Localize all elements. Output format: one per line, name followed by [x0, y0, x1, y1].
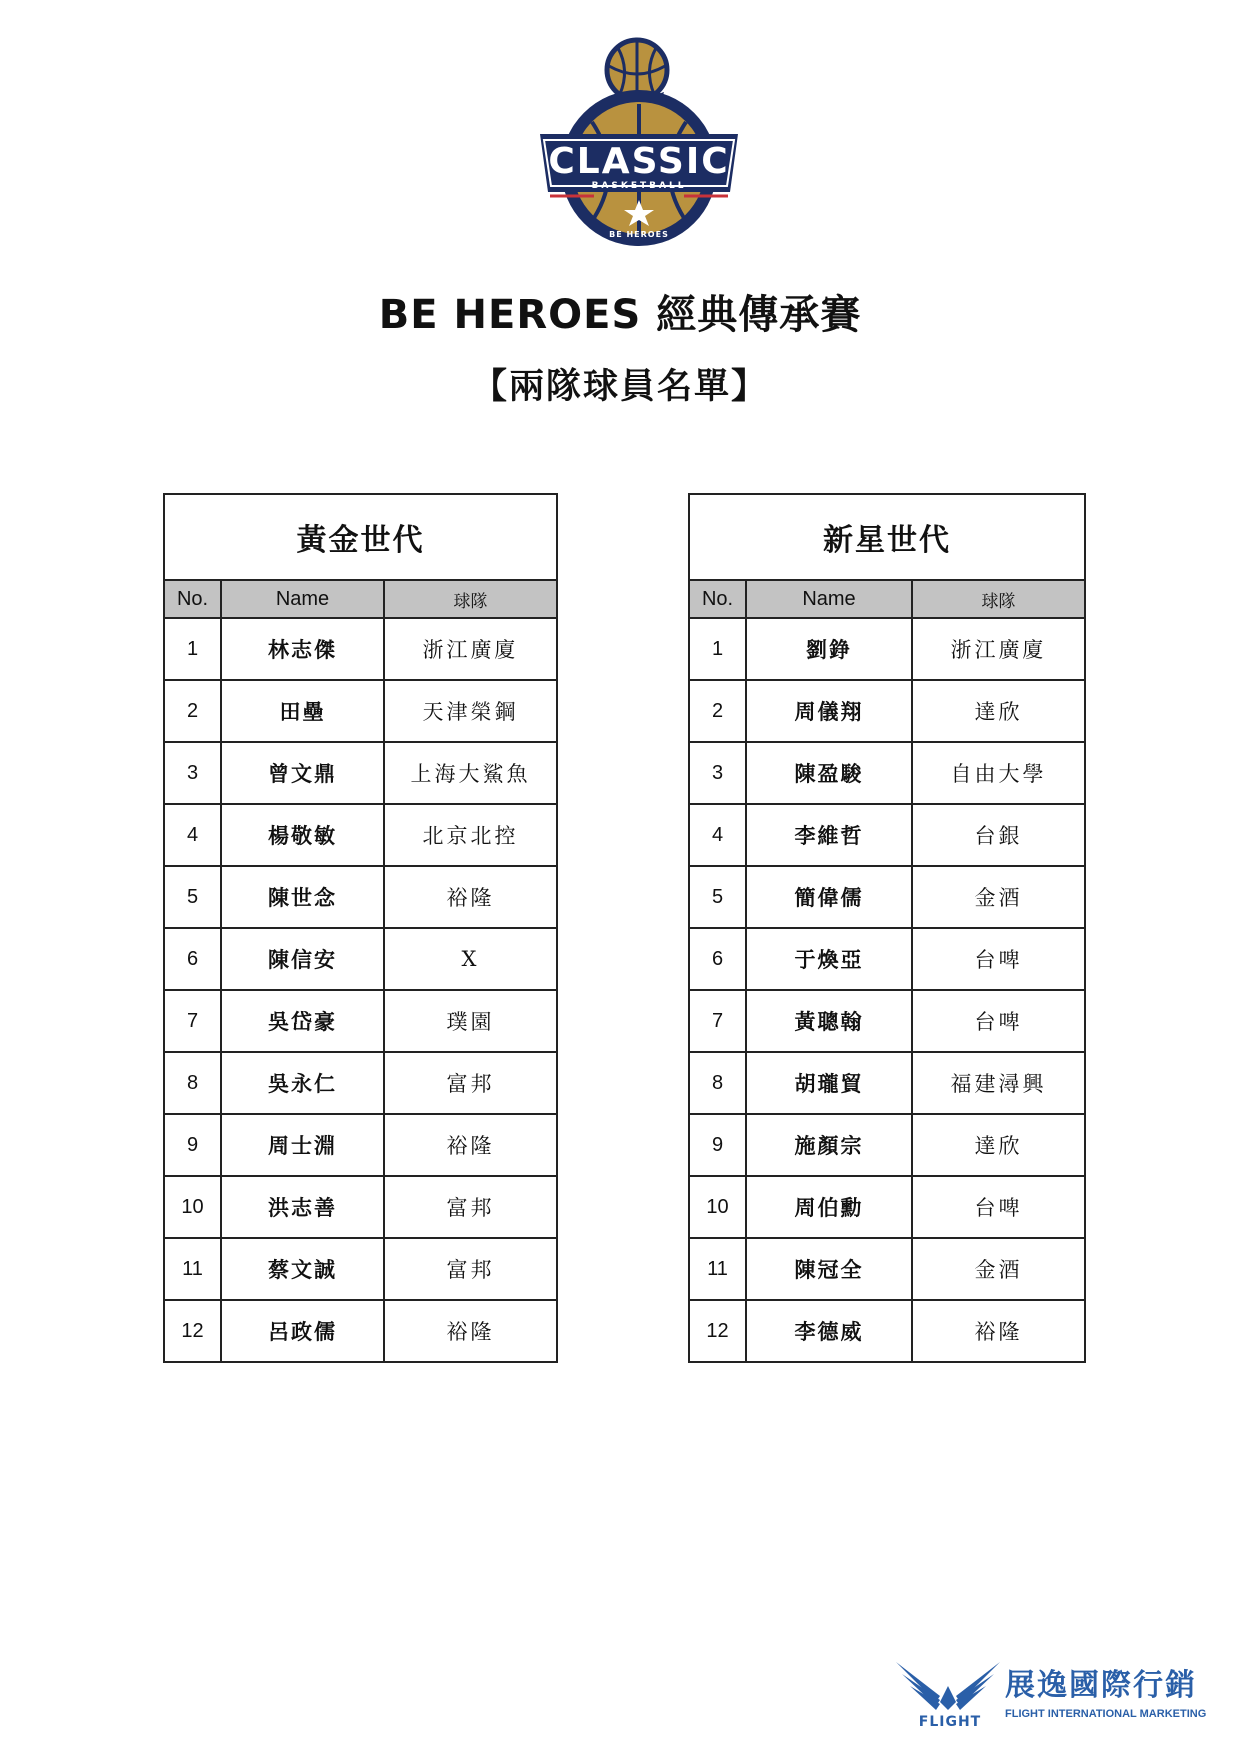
table-row [164, 990, 557, 1052]
player-team: 富邦 [384, 1052, 557, 1114]
player-name: 陳冠全 [746, 1238, 912, 1300]
table-row [164, 1300, 557, 1362]
player-name: 田壘 [221, 680, 384, 742]
player-team: 裕隆 [384, 1114, 557, 1176]
logo-sub: BASKETBALL [591, 181, 687, 191]
player-number: 11 [164, 1238, 221, 1300]
roster-table-rising [688, 493, 1086, 1363]
player-number: 3 [164, 742, 221, 804]
player-number: 5 [164, 866, 221, 928]
flight-wings-icon [892, 1656, 1004, 1728]
column-header-team: 球隊 [384, 580, 557, 618]
table-row [689, 1052, 1085, 1114]
table-row [164, 742, 557, 804]
table-row [164, 804, 557, 866]
player-team: 台啤 [912, 1176, 1085, 1238]
player-name: 林志傑 [221, 618, 384, 680]
page-subtitle: 【兩隊球員名單】 [471, 366, 768, 407]
player-number: 12 [689, 1300, 746, 1362]
player-name: 陳信安 [221, 928, 384, 990]
player-team: X [384, 928, 557, 990]
player-name: 洪志善 [221, 1176, 384, 1238]
player-team: 裕隆 [384, 1300, 557, 1362]
player-number: 2 [164, 680, 221, 742]
player-name: 蔡文誠 [221, 1238, 384, 1300]
player-number: 10 [164, 1176, 221, 1238]
player-number: 4 [689, 804, 746, 866]
table-row [689, 1114, 1085, 1176]
roster-table-golden [163, 493, 558, 1363]
table-row [164, 1052, 557, 1114]
table-row [689, 618, 1085, 680]
player-name: 施顏宗 [746, 1114, 912, 1176]
column-header-no: No. [164, 580, 221, 618]
player-team: 璞園 [384, 990, 557, 1052]
table-row [689, 1300, 1085, 1362]
player-number: 1 [689, 618, 746, 680]
logo-word: CLASSIC [548, 141, 730, 182]
table-row [164, 680, 557, 742]
footer-company-name: 展逸國際行銷 [1005, 1668, 1197, 1703]
player-team: 富邦 [384, 1176, 557, 1238]
player-team: 達欣 [912, 1114, 1085, 1176]
player-number: 4 [164, 804, 221, 866]
table-row [689, 1176, 1085, 1238]
team-name: 黃金世代 [164, 494, 557, 580]
table-row [689, 680, 1085, 742]
table-row [689, 804, 1085, 866]
table-row [164, 1176, 557, 1238]
column-header-no: No. [689, 580, 746, 618]
player-number: 9 [689, 1114, 746, 1176]
player-number: 12 [164, 1300, 221, 1362]
player-team: 台啤 [912, 990, 1085, 1052]
table-row [689, 1238, 1085, 1300]
footer-company-logo [892, 1656, 1207, 1728]
player-name: 呂政儒 [221, 1300, 384, 1362]
player-name: 周士淵 [221, 1114, 384, 1176]
player-name: 周伯勳 [746, 1176, 912, 1238]
player-name: 陳世念 [221, 866, 384, 928]
player-team: 達欣 [912, 680, 1085, 742]
column-header-name: Name [746, 580, 912, 618]
table-row [164, 866, 557, 928]
table-row [689, 866, 1085, 928]
player-team: 台銀 [912, 804, 1085, 866]
table-row [164, 1114, 557, 1176]
player-team: 裕隆 [912, 1300, 1085, 1362]
table-row [689, 928, 1085, 990]
player-name: 周儀翔 [746, 680, 912, 742]
player-team: 浙江廣廈 [912, 618, 1085, 680]
player-number: 11 [689, 1238, 746, 1300]
player-team: 北京北控 [384, 804, 557, 866]
player-number: 8 [164, 1052, 221, 1114]
player-number: 3 [689, 742, 746, 804]
column-header-team: 球隊 [912, 580, 1085, 618]
player-team: 上海大鯊魚 [384, 742, 557, 804]
player-team: 自由大學 [912, 742, 1085, 804]
player-team: 裕隆 [384, 866, 557, 928]
player-team: 天津榮鋼 [384, 680, 557, 742]
page-title: BE HEROES 經典傳承賽 [378, 292, 862, 338]
column-header-name: Name [221, 580, 384, 618]
player-number: 9 [164, 1114, 221, 1176]
player-team: 福建潯興 [912, 1052, 1085, 1114]
footer-company-name-en: FLIGHT INTERNATIONAL MARKETING [1005, 1708, 1207, 1720]
player-name: 黃聰翰 [746, 990, 912, 1052]
player-number: 8 [689, 1052, 746, 1114]
player-number: 1 [164, 618, 221, 680]
player-team: 金酒 [912, 866, 1085, 928]
player-name: 劉錚 [746, 618, 912, 680]
player-team: 浙江廣廈 [384, 618, 557, 680]
player-team: 金酒 [912, 1238, 1085, 1300]
player-name: 胡瓏貿 [746, 1052, 912, 1114]
player-name: 楊敬敏 [221, 804, 384, 866]
player-name: 簡偉儒 [746, 866, 912, 928]
player-name: 吳永仁 [221, 1052, 384, 1114]
player-team: 富邦 [384, 1238, 557, 1300]
footer-brand: FLIGHT [918, 1714, 982, 1728]
player-number: 7 [164, 990, 221, 1052]
logo-motto: BE HEROES [609, 230, 669, 239]
table-row [689, 742, 1085, 804]
player-number: 2 [689, 680, 746, 742]
player-name: 吳岱豪 [221, 990, 384, 1052]
table-row [164, 928, 557, 990]
player-name: 曾文鼎 [221, 742, 384, 804]
player-name: 李德威 [746, 1300, 912, 1362]
player-name: 李維哲 [746, 804, 912, 866]
table-row [164, 1238, 557, 1300]
team-name: 新星世代 [689, 494, 1085, 580]
table-row [164, 618, 557, 680]
player-number: 5 [689, 866, 746, 928]
player-name: 于煥亞 [746, 928, 912, 990]
player-team: 台啤 [912, 928, 1085, 990]
player-name: 陳盈駿 [746, 742, 912, 804]
player-number: 7 [689, 990, 746, 1052]
table-row [689, 990, 1085, 1052]
player-number: 6 [164, 928, 221, 990]
classic-basketball-logo [534, 30, 744, 252]
player-number: 6 [689, 928, 746, 990]
player-number: 10 [689, 1176, 746, 1238]
